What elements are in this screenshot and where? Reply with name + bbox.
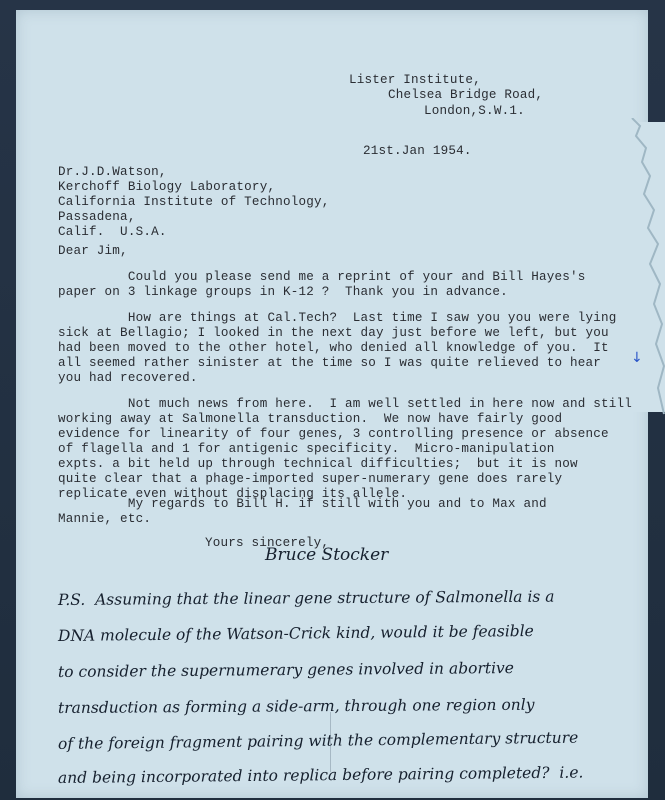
recipient-line-5: Calif. U.S.A. (58, 225, 167, 239)
body-line: sick at Bellagio; I looked in the next day just before we left, but you (58, 326, 609, 340)
postscript-line: and being incorporated into replica before pairing completed? i.e. (57, 763, 584, 787)
fold-crease (330, 712, 331, 772)
letter-date: 21st.Jan 1954. (363, 144, 472, 158)
recipient-line-4: Passadena, (58, 210, 136, 224)
postscript-line: to consider the supernumerary genes involved in abortive (57, 659, 515, 681)
body-line: evidence for linearity of four genes, 3 controlling presence or absence (58, 427, 609, 441)
arrow-down-icon: ↓ (631, 350, 643, 366)
body-line: all seemed rather sinister at the time so I was quite relieved to hear (58, 356, 602, 370)
body-line: How are things at Cal.Tech? Last time I saw you you were lying (58, 311, 617, 325)
body-line: Could you please send me a reprint of your and Bill Hayes's (58, 270, 586, 284)
body-line: you had recovered. (58, 371, 198, 385)
letterhead-line-2: Chelsea Bridge Road, (388, 88, 544, 102)
body-line: paper on 3 linkage groups in K-12 ? Thank you in advance. (58, 285, 508, 299)
torn-edge-outline (628, 118, 665, 418)
body-line: My regards to Bill H. if still with you and to Max and (58, 497, 547, 511)
salutation: Dear Jim, (58, 244, 128, 258)
signature: Bruce Stocker (265, 545, 389, 565)
body-line: replicate even without displacing its allele. (58, 487, 408, 501)
body-line: expts. a bit held up through technical difficulties; but it is now (58, 457, 578, 471)
recipient-line-2: Kerchoff Biology Laboratory, (58, 180, 276, 194)
recipient-line-1: Dr.J.D.Watson, (58, 165, 167, 179)
postscript-line: transduction as forming a side-arm, through one region only (57, 695, 535, 717)
body-line: working away at Salmonella transduction. We now have fairly good (58, 412, 563, 426)
body-line: of flagella and 1 for antigenic specificity. Micro-manipulation (58, 442, 555, 456)
postscript-line: P.S. Assuming that the linear gene structure of Salmonella is a (57, 587, 555, 609)
letterhead-line-3: London,S.W.1. (424, 104, 525, 118)
postscript-line: DNA molecule of the Watson-Crick kind, would it be feasible (57, 622, 534, 645)
closing: Yours sincerely, (205, 536, 330, 550)
body-line: had been moved to the other hotel, who denied all knowledge of you. It (58, 341, 609, 355)
recipient-line-3: California Institute of Technology, (58, 195, 330, 209)
body-line: Mannie, etc. (58, 512, 152, 526)
body-line: Not much news from here. I am well settled in here now and still (58, 397, 633, 411)
letterhead-line-1: Lister Institute, (349, 73, 481, 87)
postscript-line: of the foreign fragment pairing with the complementary structure (57, 728, 579, 753)
body-line: quite clear that a phage-imported super-numerary gene does rarely (58, 472, 563, 486)
